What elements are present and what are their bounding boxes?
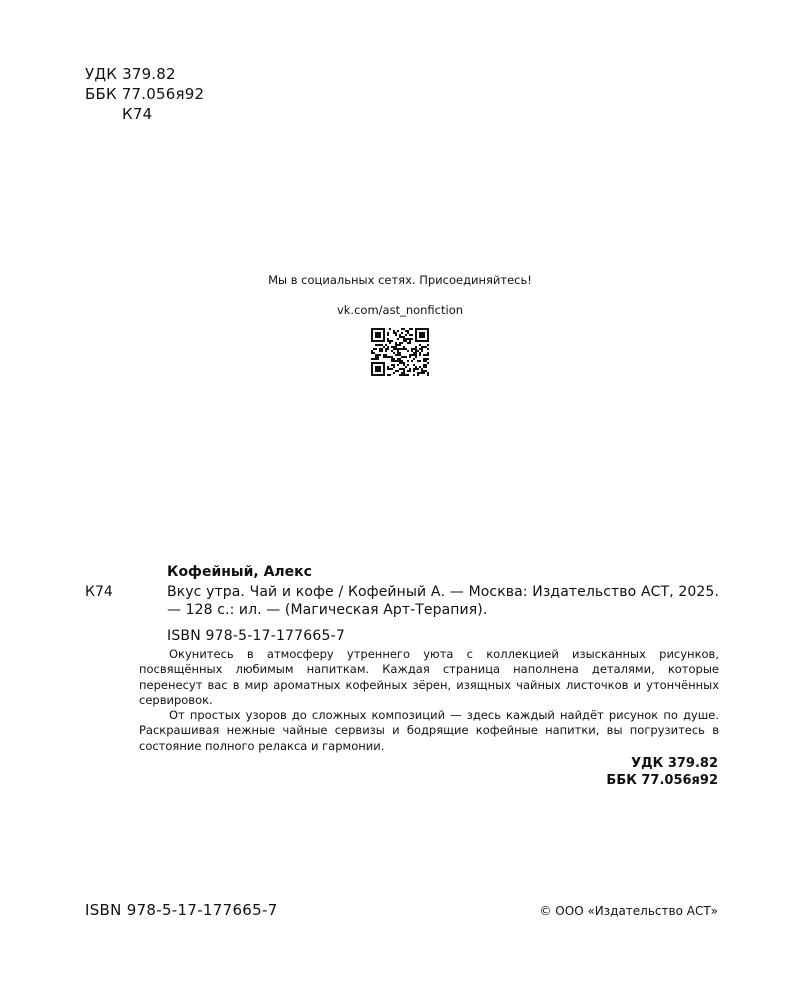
annotation-paragraph-2: От простых узоров до сложных композиций — здесь каждый найдёт рисунок по душе. Раскрашивая нежные чайные сервизы и бодрящие кофейные напитки, вы погрузитесь в состояние полного релакса и гармонии. [139, 708, 719, 753]
card-author: Кофейный, Алекс [167, 564, 312, 580]
annotation-paragraph-1: Окунитесь в атмосферу утреннего уюта с коллекцией изысканных рисунков, посвящённых любимым напиткам. Каждая страница наполнена деталями, которые перенесут вас в мир ароматных кофейных зёрен, изящных чайных листочков и утончённых сервировок. [139, 647, 719, 707]
card-isbn: ISBN 978-5-17-177665-7 [167, 628, 345, 644]
author-mark: К74 [122, 105, 153, 123]
card-annotation [139, 647, 719, 754]
social-block [0, 272, 800, 318]
card-udk-code: УДК 379.82 [631, 756, 718, 771]
social-url-link[interactable]: vk.com/ast_nonfiction [336, 303, 464, 317]
card-author-mark: К74 [85, 584, 113, 600]
card-title-description: Вкус утра. Чай и кофе / Кофейный А. — Москва: Издательство АСТ, 2025. — 128 с.: ил. — (Магическая Арт-Терапия). [167, 584, 719, 618]
footer-copyright: © ООО «Издательство АСТ» [539, 904, 718, 918]
card-bbk-code: ББК 77.056я92 [606, 773, 718, 788]
card-codes [500, 755, 718, 789]
footer-isbn: ISBN 978-5-17-177665-7 [85, 901, 278, 919]
udk-code: УДК 379.82 [85, 65, 176, 83]
classification-codes [85, 64, 204, 124]
social-invite-text: Мы в социальных сетях. Присоединяйтесь! [268, 273, 532, 287]
bbk-code: ББК 77.056я92 [85, 85, 205, 103]
qr-code-icon[interactable] [371, 328, 429, 376]
